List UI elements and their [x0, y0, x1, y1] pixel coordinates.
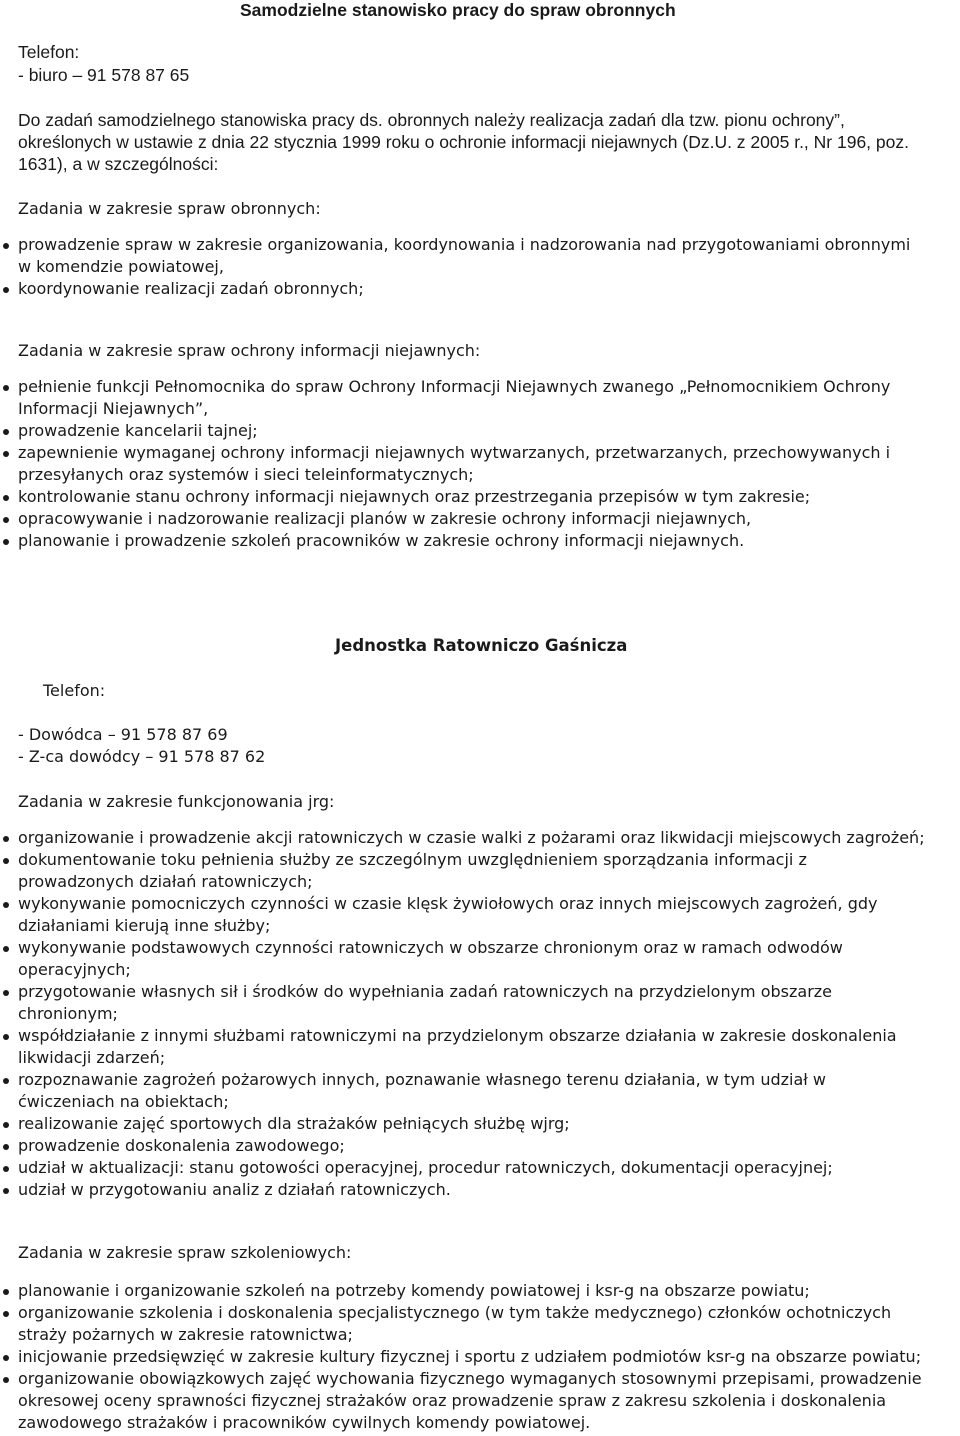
list-item: udział w przygotowaniu analiz z działań ratowniczych. — [0, 1179, 958, 1201]
list-item: rozpoznawanie zagrożeń pożarowych innych, poznawanie własnego terenu działania, w tym udział w ćwiczeniach na obiektach; — [0, 1069, 958, 1113]
heading-training-tasks: Zadania w zakresie spraw szkoleniowych: — [18, 1243, 352, 1262]
intro-line: określonych w ustawie z dnia 22 stycznia 1999 roku o ochronie informacji niejawnych (Dz.U. z 2005 r., Nr 196, poz. — [18, 132, 909, 152]
phone-label: Telefon: — [18, 42, 80, 62]
list-item: pełnienie funkcji Pełnomocnika do spraw Ochrony Informacji Niejawnych zwanego „Pełnomocnikiem Ochrony Informacji Niejawnych”, — [0, 376, 958, 420]
section-title-defense: Samodzielne stanowisko pracy do spraw obronnych — [240, 0, 676, 20]
list-item: współdziałanie z innymi służbami ratowniczymi na przydzielonym obszarze działania w zakresie doskonalenia likwidacji zdarzeń; — [0, 1025, 958, 1069]
list-item: realizowanie zajęć sportowych dla strażaków pełniących służbę wjrg; — [0, 1113, 958, 1135]
list-item: opracowywanie i nadzorowanie realizacji planów w zakresie ochrony informacji niejawnych, — [0, 508, 958, 530]
phone-line-commander: - Dowódca – 91 578 87 69 — [18, 725, 228, 744]
list-item: prowadzenie kancelarii tajnej; — [0, 420, 958, 442]
list-item: organizowanie i prowadzenie akcji ratowniczych w czasie walki z pożarami oraz likwidacji miejscowych zagrożeń; — [0, 827, 958, 849]
list-item: prowadzenie spraw w zakresie organizowania, koordynowania i nadzorowania nad przygotowaniami obronnymi w komendzie powiatowej, — [0, 234, 958, 278]
list-item: kontrolowanie stanu ochrony informacji niejawnych oraz przestrzegania przepisów w tym zakresie; — [0, 486, 958, 508]
list-item: zapewnienie wymaganej ochrony informacji niejawnych wytwarzanych, przetwarzanych, przechowywanych i przesyłanych oraz systemów i sieci teleinformatycznych; — [0, 442, 958, 486]
list-item: przygotowanie własnych sił i środków do wypełniania zadań ratowniczych na przydzielonym obszarze chronionym; — [0, 981, 958, 1025]
heading-defense-tasks: Zadania w zakresie spraw obronnych: — [18, 199, 321, 218]
defense-task-list — [0, 234, 958, 300]
classified-task-list — [0, 376, 958, 552]
intro-line: Do zadań samodzielnego stanowiska pracy ds. obronnych należy realizacja zadań dla tzw. pionu ochrony”, — [18, 110, 845, 130]
phone-label: Telefon: — [43, 681, 106, 700]
intro-paragraph — [18, 109, 958, 175]
list-item: udział w aktualizacji: stanu gotowości operacyjnej, procedur ratowniczych, dokumentacji operacyjnej; — [0, 1157, 958, 1179]
list-item: organizowanie szkolenia i doskonalenia specjalistycznego (w tym także medycznego) członków ochotniczych straży pożarnych w zakresie ratownictwa; — [0, 1302, 958, 1346]
list-item: planowanie i organizowanie szkoleń na potrzeby komendy powiatowej i ksr-g na obszarze powiatu; — [0, 1280, 958, 1302]
list-item: prowadzenie doskonalenia zawodowego; — [0, 1135, 958, 1157]
list-item: wykonywanie podstawowych czynności ratowniczych w obszarze chronionym oraz w ramach odwodów operacyjnych; — [0, 937, 958, 981]
heading-classified-tasks: Zadania w zakresie spraw ochrony informacji niejawnych: — [18, 341, 481, 360]
list-item: koordynowanie realizacji zadań obronnych; — [0, 278, 958, 300]
section-title-jrg: Jednostka Ratowniczo Gaśnicza — [335, 636, 628, 655]
list-item: planowanie i prowadzenie szkoleń pracowników w zakresie ochrony informacji niejawnych. — [0, 530, 958, 552]
list-item: inicjowanie przedsięwzięć w zakresie kultury fizycznej i sportu z udziałem podmiotów ksr-g na obszarze powiatu; — [0, 1346, 958, 1368]
list-item: organizowanie obowiązkowych zajęć wychowania fizycznego wymaganych stosownymi przepisami, prowadzenie okresowej oceny sprawności fizycznej strażaków oraz prowadzenie spraw z zakresu szkolenia i doskonalenia zawodowego strażaków i pracowników cywilnych komendy powiatowej. — [0, 1368, 958, 1434]
list-item: wykonywanie pomocniczych czynności w czasie klęsk żywiołowych oraz innych miejscowych zagrożeń, gdy działaniami kierują inne służby; — [0, 893, 958, 937]
intro-line: 1631), a w szczególności: — [18, 154, 219, 174]
jrg-task-list — [0, 827, 958, 1201]
training-task-list — [0, 1280, 958, 1434]
heading-jrg-tasks: Zadania w zakresie funkcjonowania jrg: — [18, 792, 335, 811]
phone-line-office: - biuro – 91 578 87 65 — [18, 65, 190, 85]
list-item: dokumentowanie toku pełnienia służby ze szczególnym uwzględnieniem sporządzania informacji z prowadzonych działań ratowniczych; — [0, 849, 958, 893]
phone-line-deputy: - Z-ca dowódcy – 91 578 87 62 — [18, 747, 266, 766]
